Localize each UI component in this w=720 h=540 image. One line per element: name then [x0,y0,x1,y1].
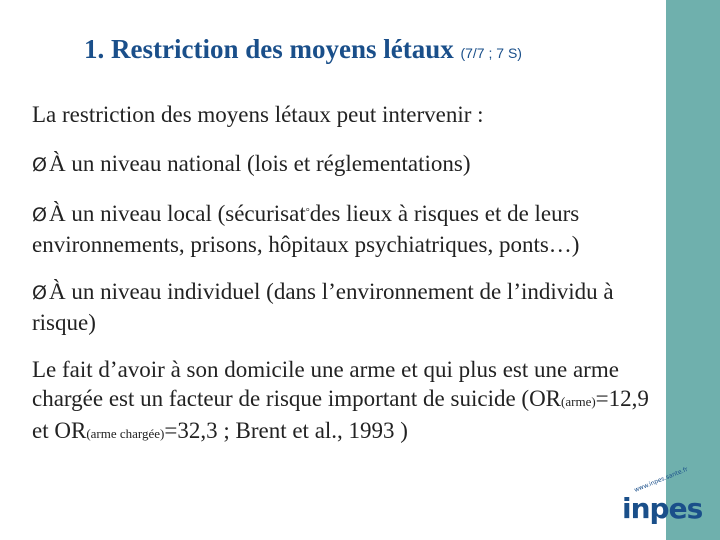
logo-wordmark: inpes [622,492,703,525]
bullet-dot: ° [305,207,310,218]
closing-text-1: Le fait d’avoir à son domicile une arme et qui plus est une arme chargée est un facteur de risque important de suicide (OR [32,357,619,411]
title-reference: (7/7 ; 7 S) [460,45,522,61]
bullet-national [32,149,664,180]
bullet-local [32,198,664,259]
inpes-logo [618,465,703,528]
decorative-sidebar [666,0,720,540]
arrow-bullet-icon: Ø [32,154,47,176]
closing-paragraph [32,355,664,448]
bullet-text: À un niveau individuel (dans l’environnement de l’individu à risque) [32,279,614,335]
slide-body [32,100,664,448]
bullet-text-continued: des lieux à risques et de leurs environnements, prisons, hôpitaux psychiatriques, ponts…) [32,201,580,257]
bullet-text: À un niveau local (sécurisat [48,201,306,226]
bullet-text: À un niveau national (lois et réglementations) [48,151,471,176]
logo-url-text: www.inpes.sante.fr [633,465,689,494]
arrow-bullet-icon: Ø [32,204,47,226]
closing-text-3: =32,3 ; Brent et al., 1993 ) [164,418,408,443]
closing-text-2: =12,9 et OR [32,386,649,443]
slide-title [84,34,644,65]
title-text: 1. Restriction des moyens létaux [84,34,454,64]
arrow-bullet-icon: Ø [32,282,47,304]
bullet-individual [32,277,664,337]
closing-subscript-1: (arme) [561,394,596,409]
closing-subscript-2: (arme chargée) [86,426,165,441]
intro-text: La restriction des moyens létaux peut intervenir : [32,102,484,127]
